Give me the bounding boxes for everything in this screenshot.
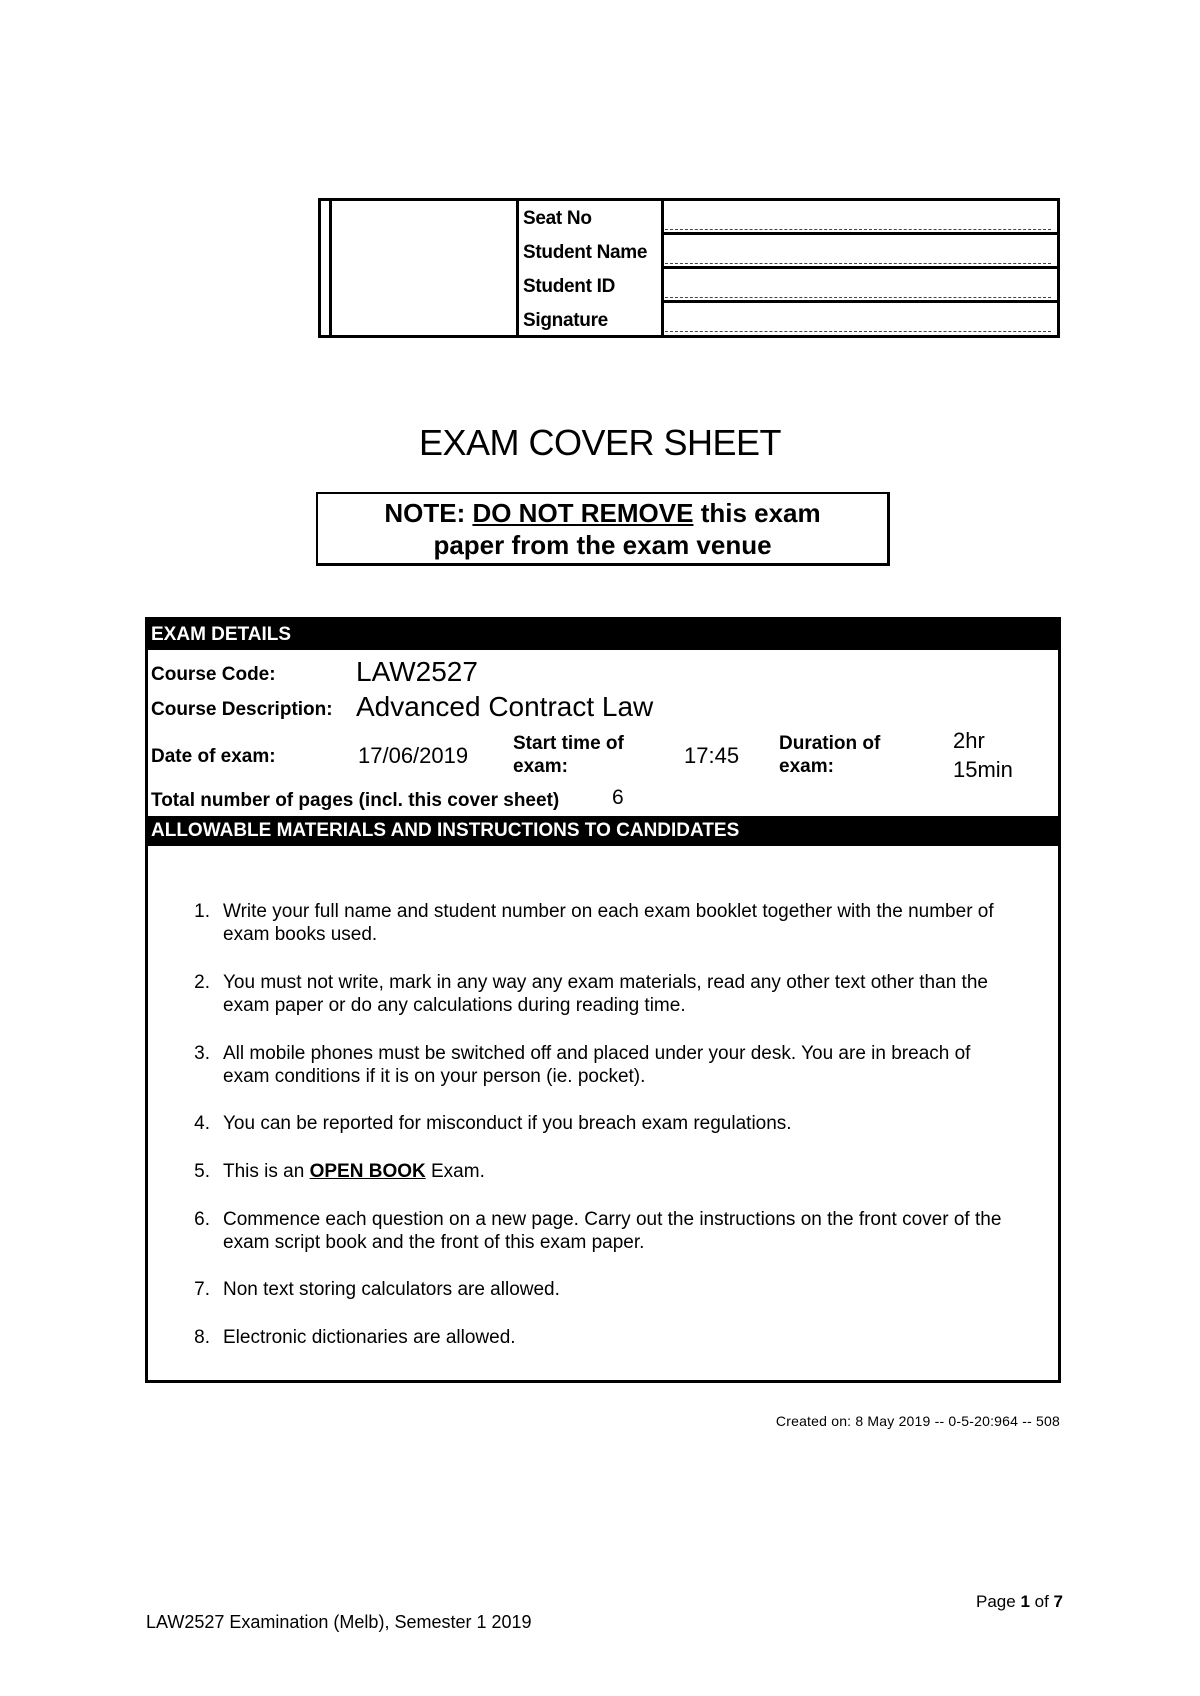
open-book-emphasis: OPEN BOOK	[309, 1161, 426, 1182]
instructions-header: ALLOWABLE MATERIALS AND INSTRUCTIONS TO CANDIDATES	[148, 816, 1058, 846]
start-time-label	[513, 732, 624, 778]
student-name-label: Student Name	[523, 242, 648, 263]
course-description-label: Course Description:	[151, 699, 333, 720]
start-time-value: 17:45	[684, 743, 740, 768]
item-text: You must not write, mark in any way any exam materials, read any other text other than the	[223, 972, 988, 993]
note-line-1	[318, 497, 887, 529]
exam-details-header: EXAM DETAILS	[148, 620, 1058, 650]
date-value: 17/06/2019	[358, 743, 469, 768]
signature-row	[519, 303, 1057, 337]
item-number: 4.	[194, 1113, 210, 1134]
duration-value-line-1: 2hr	[953, 728, 985, 753]
start-time-label-line-2: exam:	[513, 756, 568, 777]
page-of: of	[1029, 1592, 1054, 1611]
item-text: All mobile phones must be switched off and placed under your desk. You are in breach of	[223, 1043, 971, 1064]
page-total: 7	[1053, 1592, 1063, 1611]
seat-no-field[interactable]	[665, 229, 1051, 230]
item-number: 5.	[194, 1161, 210, 1182]
total-pages-label: Total number of pages (incl. this cover sheet)	[151, 790, 560, 811]
item-number: 8.	[194, 1327, 210, 1348]
page-number	[976, 1592, 1063, 1612]
item-text: exam books used.	[223, 924, 378, 945]
item-text: Commence each question on a new page. Carry out the instructions on the front cover of the	[223, 1209, 1002, 1230]
duration-value-line-2: 15min	[953, 757, 1013, 782]
seat-no-row	[519, 201, 1057, 235]
signature-field[interactable]	[665, 331, 1051, 332]
page-current: 1	[1020, 1592, 1030, 1611]
student-name-row	[519, 235, 1057, 269]
item-number: 7.	[194, 1279, 210, 1300]
item-text: Non text storing calculators are allowed.	[223, 1279, 560, 1300]
item-number: 2.	[194, 972, 210, 993]
item-text: Exam.	[425, 1161, 485, 1182]
item-text: exam script book and the front of this exam paper.	[223, 1232, 645, 1253]
item-number: 6.	[194, 1209, 210, 1230]
item-text: This is an	[223, 1161, 310, 1182]
divider	[329, 201, 332, 335]
total-pages-value: 6	[612, 786, 624, 809]
date-label: Date of exam:	[151, 746, 276, 767]
note-box	[316, 492, 890, 566]
item-text: Write your full name and student number on each exam booklet together with the number of	[223, 901, 994, 922]
duration-label-line-1: Duration of	[779, 733, 881, 754]
start-time-label-line-1: Start time of	[513, 733, 624, 754]
item-text: exam conditions if it is on your person (ie. pocket).	[223, 1066, 646, 1087]
student-id-row	[519, 269, 1057, 303]
note-prefix: NOTE:	[384, 498, 473, 528]
item-number: 1.	[194, 901, 210, 922]
item-number: 3.	[194, 1043, 210, 1064]
item-text: Electronic dictionaries are allowed.	[223, 1327, 516, 1348]
page-label: Page	[976, 1592, 1021, 1611]
exam-details-panel	[145, 617, 1061, 1383]
created-stamp: Created on: 8 May 2019 -- 0-5-20:964 -- 508	[775, 1413, 1060, 1429]
signature-label: Signature	[523, 310, 608, 331]
course-code-label: Course Code:	[151, 664, 276, 685]
student-id-label: Student ID	[523, 276, 615, 297]
note-line-2: paper from the exam venue	[433, 530, 772, 560]
note-emphasis: DO NOT REMOVE	[472, 498, 694, 528]
duration-value	[953, 726, 1013, 784]
student-name-field[interactable]	[665, 263, 1051, 264]
duration-label	[779, 732, 880, 778]
duration-label-line-2: exam:	[779, 756, 834, 777]
seat-no-label: Seat No	[523, 208, 592, 229]
item-text: exam paper or do any calculations during reading time.	[223, 995, 686, 1016]
student-id-field[interactable]	[665, 297, 1051, 298]
course-description-value: Advanced Contract Law	[356, 691, 654, 722]
note-suffix: this exam	[693, 498, 821, 528]
course-code-value: LAW2527	[356, 656, 478, 687]
footer-text: LAW2527 Examination (Melb), Semester 1 2019	[146, 1612, 532, 1632]
item-text: You can be reported for misconduct if you breach exam regulations.	[223, 1113, 792, 1134]
student-details-box	[318, 198, 1060, 338]
page-title: EXAM COVER SHEET	[418, 422, 782, 463]
